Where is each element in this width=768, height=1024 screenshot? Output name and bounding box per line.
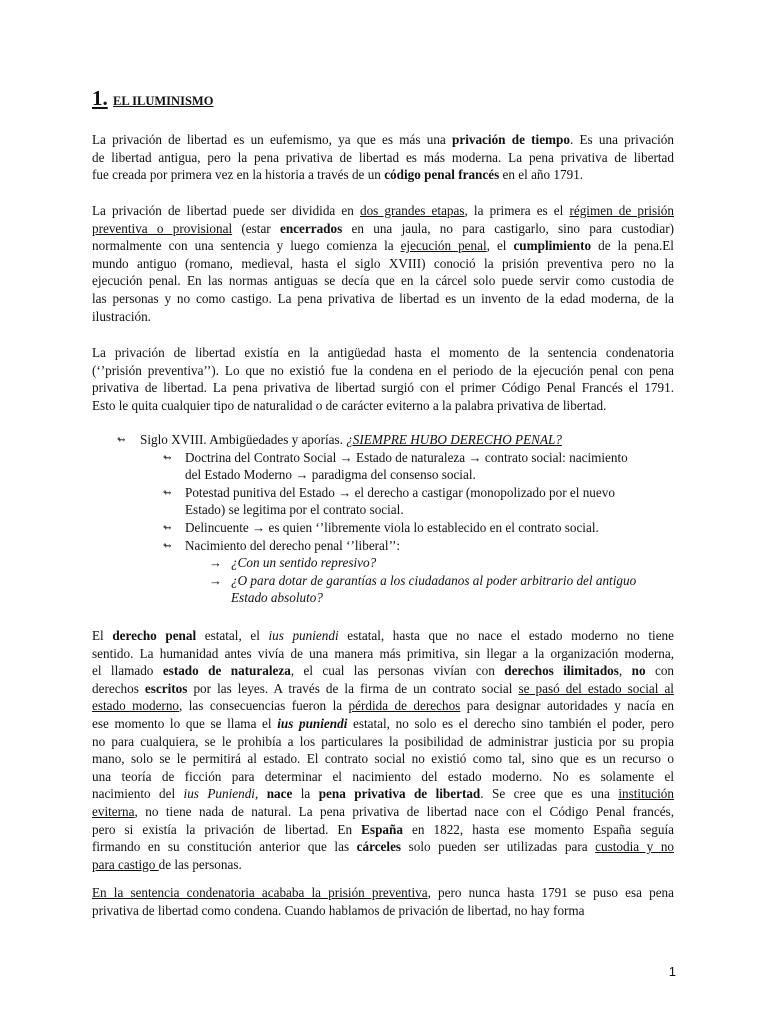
text-line	[92, 902, 674, 920]
underlined-text: para castigo	[92, 856, 159, 872]
text-run: las personas y no como castigo. La pena privativa de libertad es un invento de la edad moderna, de la	[92, 290, 674, 306]
text-run: ,	[254, 786, 267, 802]
text-run: , pero nunca hasta 1791 se puso esa pena	[427, 885, 674, 900]
list-item-line	[185, 537, 400, 555]
text-run: ,	[618, 663, 632, 679]
text-run: Nacimiento del derecho penal ‘’liberal’’:	[185, 537, 401, 553]
text-run: mano, solo se le permitirá al estado. El contrato social no existió como tal, sino que es un recurso o	[92, 751, 674, 767]
text-run: derechos	[92, 680, 145, 696]
text-run: , el	[486, 238, 514, 254]
bold-text: código penal francés	[384, 167, 500, 183]
arrow-bullet-icon: →	[209, 572, 222, 588]
section-heading	[92, 86, 214, 111]
text-line	[92, 733, 674, 751]
italic-text: Estado absoluto?	[231, 590, 323, 606]
underlined-text: eviterna	[92, 803, 135, 819]
text-line	[92, 149, 674, 167]
text-run: , el cual las personas vivían con	[290, 663, 505, 679]
underlined-text: preventiva o provisional	[92, 220, 233, 236]
text-run: en una jaula, no para castigarlo, sino para custodiar)	[342, 220, 674, 236]
paragraph-1	[92, 131, 674, 184]
text-run: Esto le quita cualquier tipo de naturalidad o de carácter eviterno a la palabra privativa de libertad.	[92, 397, 607, 413]
text-run: (estar	[232, 220, 280, 236]
text-line	[92, 202, 674, 220]
text-run: el llamado	[92, 663, 163, 679]
text-line	[92, 697, 674, 715]
underlined-text: pérdida de derechos	[348, 698, 461, 714]
text-run: estatal, no solo es el derecho sino también el poder, pero	[347, 715, 674, 731]
text-line	[92, 308, 674, 326]
text-run: con	[645, 663, 675, 679]
text-run: no para cualquiera, se le prohibía a los particulares la posibilidad de administrar justicia por su propia	[92, 733, 674, 749]
bold-text: encerrados	[279, 220, 343, 236]
list-item-line	[185, 449, 628, 467]
text-run: privativa de libertad como condena. Cuando hablamos de privación de libertad, no hay forma	[92, 902, 585, 918]
text-run: fue creada por primera vez en la historia a través de un	[92, 167, 385, 183]
list-item-line	[185, 484, 615, 502]
text-line	[92, 785, 674, 803]
hook-arrow-bullet-icon: ↬	[163, 523, 172, 534]
underlined-text: se pasó del estado social al	[518, 680, 674, 696]
text-line	[92, 237, 674, 255]
text-line	[92, 272, 674, 290]
bold-text: privación de tiempo	[452, 132, 570, 147]
text-line	[92, 715, 674, 733]
text-line	[92, 344, 674, 362]
list-item-line	[231, 589, 323, 607]
paragraph-4	[92, 627, 674, 873]
bold-italic-text: ius puniendi	[277, 715, 348, 731]
list-item-line	[185, 519, 599, 537]
text-run: Potestad punitiva del Estado → el derecho a castigar (monopolizado por el nuevo	[185, 484, 615, 500]
list-item-line	[185, 501, 404, 519]
paragraph-5	[92, 884, 674, 919]
text-run: pero si existía la privación de libertad. En	[92, 821, 362, 837]
text-run: en 1822, hasta ese momento España seguía	[402, 821, 675, 837]
text-line	[92, 662, 674, 680]
text-run: una teoría de ficción para determinar el nacimiento del estado moderno. No es solamente el	[92, 768, 674, 784]
text-run: Estado) se legitima por el contrato social.	[185, 502, 404, 518]
text-run: Siglo XVIII. Ambigüedades y aporías.	[140, 432, 347, 447]
text-run: El	[92, 628, 113, 643]
text-run: La privación de libertad es un eufemismo, ya que es más una	[92, 132, 453, 147]
paragraph-2	[92, 202, 674, 325]
text-line	[92, 645, 674, 663]
text-line	[92, 627, 674, 645]
hook-arrow-bullet-icon: ↬	[163, 487, 172, 499]
underlined-text: En la sentencia condenatoria acababa la prisión preventiva	[92, 885, 428, 900]
hook-arrow-bullet-icon: ↬	[163, 540, 172, 552]
text-run: nacimiento del	[92, 786, 184, 802]
text-run: La privación de libertad existía en la antigüedad hasta el momento de la sentencia condenatoria	[92, 345, 674, 360]
text-run: , la primera es el	[464, 203, 570, 218]
text-run: en el año 1791.	[499, 167, 584, 183]
text-line	[92, 255, 674, 273]
text-run: ese momento lo que se llama el	[92, 715, 278, 731]
text-line	[92, 750, 674, 768]
section-number: 1.	[92, 86, 108, 110]
paragraph-3	[92, 344, 674, 414]
text-run: privativa de libertad. La pena privativa de libertad surgió con el primer Código Penal Francés el 1791.	[92, 380, 674, 396]
page-number: 1	[668, 964, 676, 979]
text-run: la	[292, 786, 319, 802]
bold-text: estado de naturaleza	[162, 663, 291, 679]
text-run: ilustración.	[92, 308, 151, 324]
text-line	[92, 821, 674, 839]
italic-underlined-text: ¿SIEMPRE HUBO DERECHO PENAL?	[346, 432, 562, 447]
bold-text: nace	[266, 786, 293, 802]
text-run: ejecución penal. En las normas antiguas se decía que en la cárcel solo puede servir como custodia de	[92, 273, 674, 289]
text-run: normalmente con una sentencia y luego comienza la	[92, 238, 401, 254]
text-run: de la pena.El	[591, 238, 674, 254]
text-run: de las personas.	[158, 856, 242, 872]
list-item-line	[140, 431, 562, 449]
text-line	[92, 856, 674, 874]
text-run: estatal, el	[196, 628, 269, 643]
text-line	[92, 768, 674, 786]
bold-text: España	[361, 821, 403, 837]
underlined-text: institución	[618, 786, 674, 802]
text-run: Doctrina del Contrato Social → Estado de naturaleza → contrato social: nacimiento	[185, 449, 628, 465]
text-line	[92, 131, 674, 149]
text-run: por las leyes. A través de la firma de un contrato social	[187, 680, 519, 696]
hook-arrow-bullet-icon: ↬	[163, 452, 172, 464]
italic-text: ¿O para dotar de garantías a los ciudadanos al poder arbitrario del antiguo	[231, 572, 637, 588]
text-run: del Estado Moderno → paradigma del consenso social.	[185, 467, 476, 483]
text-line	[92, 884, 674, 902]
underlined-text: ejecución penal	[400, 238, 487, 254]
text-run: mundo antiguo (romano, medieval, hasta el siglo XVIII) conoció la prisión preventiva pero no la	[92, 255, 674, 271]
bold-text: derechos ilimitados	[504, 663, 619, 679]
text-run: . Se cree que es una	[480, 786, 619, 802]
underlined-text: estado moderno	[92, 698, 180, 714]
text-line	[92, 379, 674, 397]
text-run: , no tiene nada de natural. La pena privativa de libertad nace con el Código Penal francés,	[134, 803, 674, 819]
text-run: , las consecuencias fueron la	[179, 698, 349, 714]
italic-text: ¿Con un sentido represivo?	[231, 555, 377, 571]
text-line	[92, 166, 674, 184]
italic-text: ius Puniendi	[183, 786, 255, 802]
underlined-text: régimen de prisión	[569, 203, 674, 218]
text-line	[92, 680, 674, 698]
bold-text: pena privativa de libertad	[318, 786, 481, 802]
text-line	[92, 838, 674, 856]
underlined-text: dos grandes etapas	[359, 203, 465, 218]
text-run: . Es una privación	[569, 132, 674, 147]
list-item-line	[185, 466, 476, 484]
text-line	[92, 220, 674, 238]
text-run: solo pueden ser utilizadas para	[401, 839, 596, 855]
arrow-bullet-icon: →	[209, 555, 222, 571]
text-run: para designar autoridades y nacía en	[460, 698, 674, 714]
bold-text: no	[631, 663, 646, 679]
text-run: estatal, hasta que no nace el estado moderno no tiene	[338, 628, 675, 643]
text-run: Delincuente → es quien ‘’libremente viola lo establecido en el contrato social.	[185, 520, 599, 535]
text-line	[92, 803, 674, 821]
text-run: (‘’prisión preventiva’’). Lo que no existió fue la condena en el periodo de la ejecución penal con pena	[92, 362, 674, 378]
list-item-line	[231, 572, 636, 590]
italic-text: ius puniendi	[268, 628, 339, 643]
hook-arrow-bullet-icon: ↬	[117, 435, 126, 446]
text-run: firmando en su constitución anterior que las	[92, 839, 357, 855]
list-item-line	[231, 554, 376, 572]
section-title: EL ILUMINISMO	[113, 94, 214, 108]
text-run: La privación de libertad puede ser dividida en	[92, 203, 360, 218]
text-line	[92, 397, 674, 415]
bold-text: escritos	[144, 680, 188, 696]
text-run: sentido. La humanidad antes vivía de una manera más primitiva, sin llegar a la organización moderna,	[92, 645, 674, 661]
bold-text: derecho penal	[112, 628, 197, 643]
text-line	[92, 290, 674, 308]
text-line	[92, 362, 674, 380]
bold-text: cumplimiento	[513, 238, 592, 254]
underlined-text: custodia y no	[595, 839, 675, 855]
text-run: de libertad antigua, pero la pena privativa de libertad es más moderna. La pena privativa de libertad	[92, 149, 674, 165]
bold-text: cárceles	[356, 839, 402, 855]
